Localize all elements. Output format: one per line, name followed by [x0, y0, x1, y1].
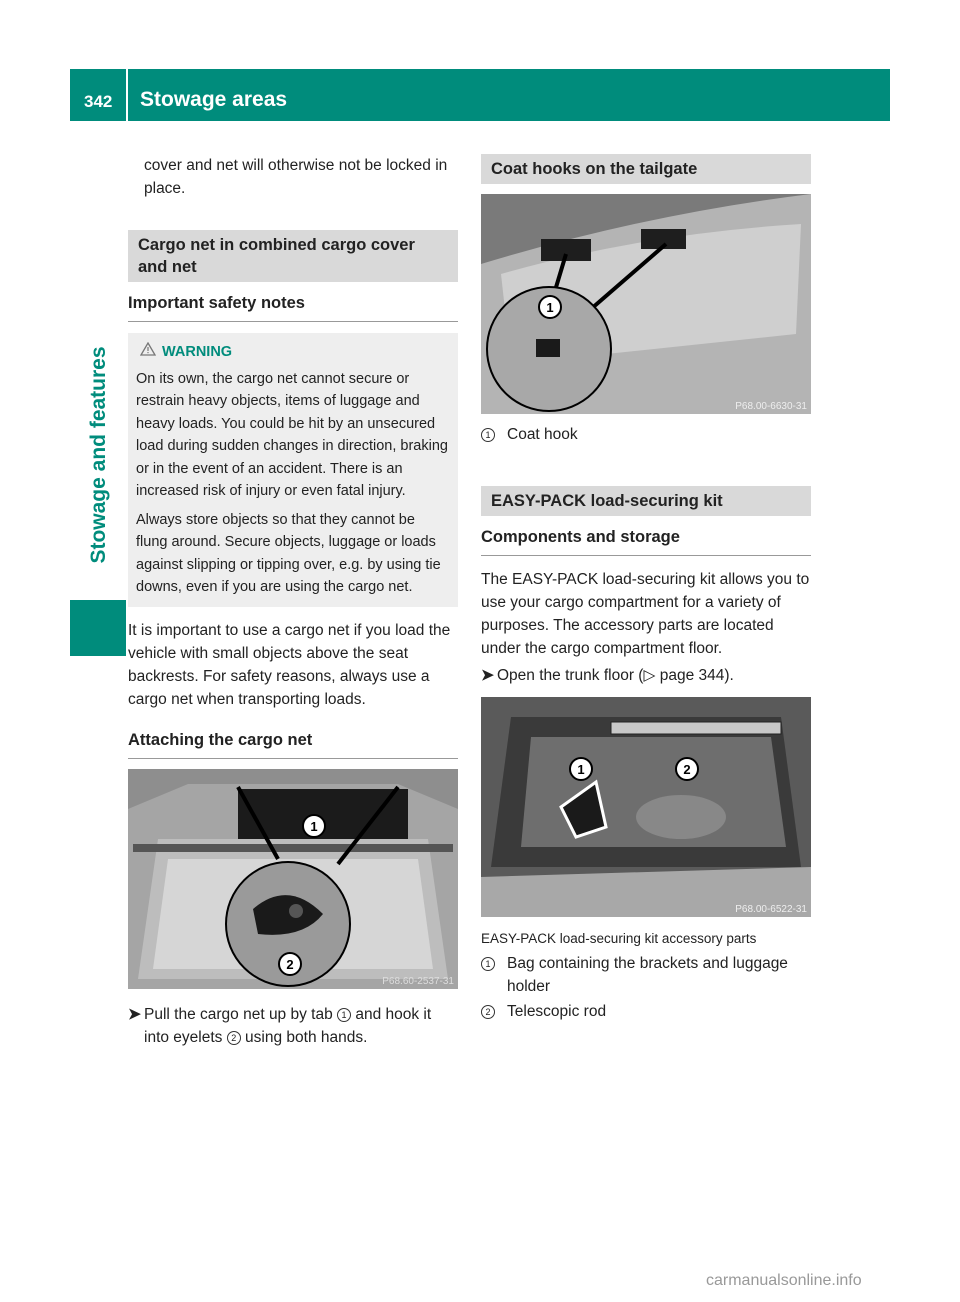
kit-legend-item: 1 Bag containing the brackets and luggage holder: [481, 952, 811, 998]
open-trunk-step: ➤ Open the trunk floor (▷ page 344).: [481, 664, 811, 687]
page-reference-link[interactable]: page 344).: [659, 667, 734, 684]
coat-figure-callout-1: 1: [546, 300, 554, 315]
warning-box: [128, 333, 458, 607]
kit-legend-marker-2: 2: [481, 1005, 495, 1019]
chapter-side-label: Stowage and features: [87, 346, 110, 564]
watermark: carmanualsonline.info: [706, 1272, 862, 1289]
callout-2-marker: 2: [227, 1031, 241, 1045]
figure-code: P68.60-2537-31: [382, 975, 454, 987]
kit-legend-marker-1: 1: [481, 957, 495, 971]
step-arrow-icon: ➤: [481, 667, 494, 684]
coat-figure-code: P68.00-6630-31: [735, 401, 807, 412]
coat-legend-marker: 1: [481, 428, 495, 442]
kit-figure-callout-2: 2: [683, 762, 691, 777]
cargo-net-figure: [128, 769, 458, 989]
easy-pack-kit-figure: [481, 697, 811, 917]
kit-legend-item: 2 Telescopic rod: [481, 1000, 811, 1023]
section-heading-coat-hooks: Coat hooks on the tailgate: [481, 154, 811, 184]
subheading-attaching: Attaching the cargo net: [128, 729, 458, 759]
body-paragraph: It is important to use a cargo net if you load the vehicle with small objects above the seat backrests. For safety reasons, always use a cargo net when transporting loads.: [128, 621, 451, 708]
warning-paragraph-2: Always store objects so that they cannot be flung around. Secure objects, luggage or loads against slipping or tipping over, e.g. by using tie downs, even if you are using the cargo net.: [136, 511, 441, 596]
section-heading-cargo-net: Cargo net in combined cargo cover and net: [128, 230, 458, 282]
warning-title: WARNING: [162, 344, 233, 361]
chapter-tab-block: [70, 600, 126, 656]
easy-pack-body: The EASY-PACK load-securing kit allows you to use your cargo compartment for a variety of purposes. The accessory parts are located under the cargo compartment floor.: [481, 571, 810, 657]
intro-text: cover and net will otherwise not be locked in place.: [144, 157, 448, 197]
coat-hooks-figure: [481, 194, 811, 414]
header-divider: [126, 69, 128, 121]
figure-caption: EASY-PACK load-securing kit accessory parts: [481, 931, 757, 946]
right-column: [481, 154, 811, 1023]
kit-figure-callout-1: 1: [577, 762, 585, 777]
coat-legend-item: 1 Coat hook: [481, 423, 811, 446]
figure-callout-1: 1: [310, 818, 318, 834]
left-column: [128, 154, 458, 1049]
kit-figure-code: P68.00-6522-31: [735, 904, 807, 915]
section-heading-easy-pack: EASY-PACK load-securing kit: [481, 486, 811, 516]
figure-callout-2: 2: [286, 956, 294, 972]
subheading-components: Components and storage: [481, 526, 811, 556]
warning-triangle-icon: [140, 341, 156, 364]
step-arrow-icon: ➤: [128, 1005, 141, 1023]
page-number: 342: [84, 92, 113, 111]
section-title: Stowage areas: [140, 88, 288, 111]
warning-paragraph-1: On its own, the cargo net cannot secure or restrain heavy objects, items of luggage and heavy loads. You could be hit by an unsecured load during sudden changes in direction, braking or in the event of an accident. There is an increased risk of injury or even fatal injury.: [136, 370, 448, 500]
instruction-step: ➤ Pull the cargo net up by tab 1 and hook it into eyelets 2 using both hands.: [128, 1003, 458, 1049]
subheading-safety-notes: Important safety notes: [128, 292, 458, 322]
page-ref-arrow-icon: ▷: [643, 667, 656, 684]
callout-1-marker: 1: [337, 1008, 351, 1022]
